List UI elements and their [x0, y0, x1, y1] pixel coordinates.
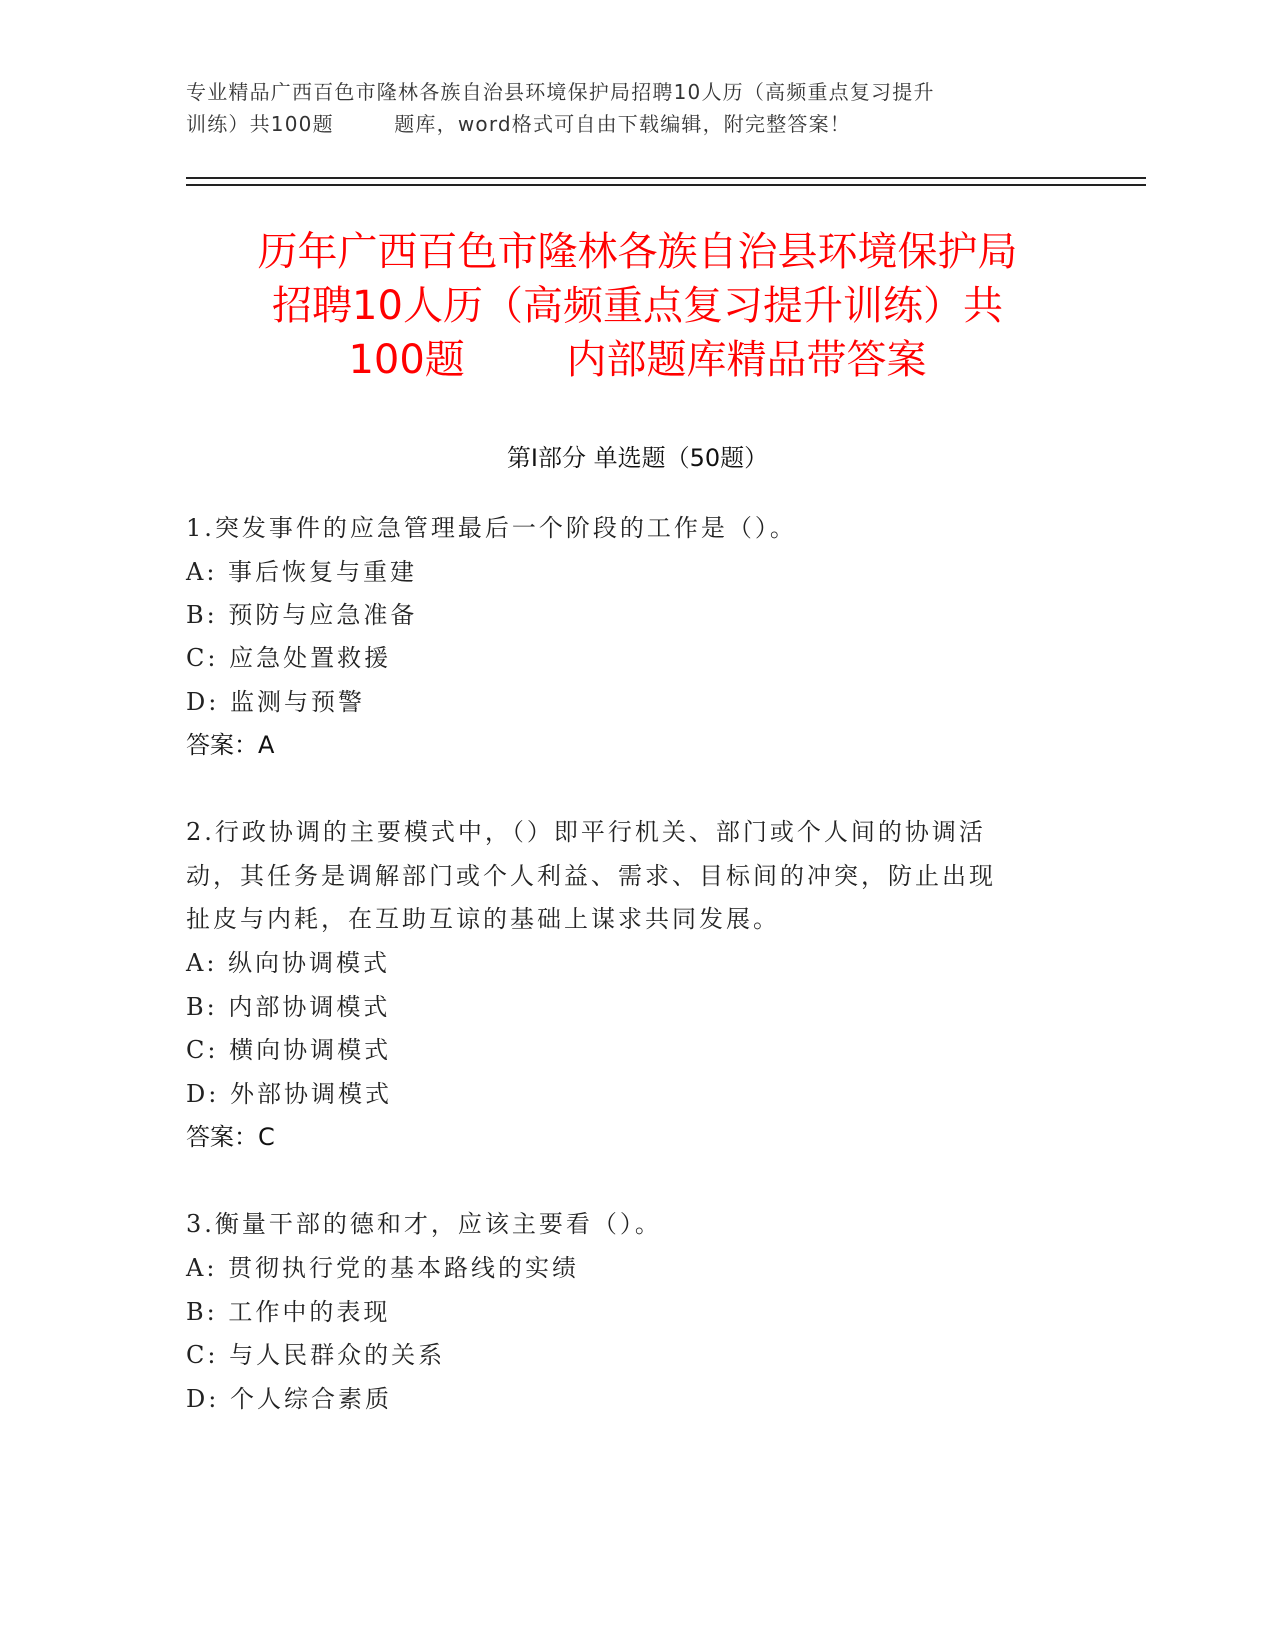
document-title-line-3: 100题 内部题库精品带答案	[348, 337, 927, 383]
question-1-option-a: A: 事后恢复与重建	[186, 558, 418, 586]
question-3-option-b: B: 工作中的表现	[186, 1298, 391, 1326]
header-divider-top	[186, 177, 1146, 179]
question-2-stem-line-1: 2.行政协调的主要模式中，（）即平行机关、部门或个人间的协调活	[186, 818, 986, 846]
question-2-option-d: D: 外部协调模式	[186, 1080, 392, 1108]
question-3-option-c: C: 与人民群众的关系	[186, 1341, 446, 1369]
section-title: 第Ⅰ部分 单选题（50题）	[506, 444, 769, 472]
question-1-stem: 1.突发事件的应急管理最后一个阶段的工作是（）。	[186, 514, 797, 542]
question-2-option-c: C: 横向协调模式	[186, 1036, 392, 1064]
question-1-option-c: C: 应急处置救援	[186, 644, 392, 672]
document-title-line-2: 招聘10人历（高频重点复习提升训练）共	[272, 283, 1003, 329]
question-2-stem-line-3: 扯皮与内耗，在互助互谅的基础上谋求共同发展。	[186, 905, 780, 933]
question-3-option-d: D: 个人综合素质	[186, 1385, 392, 1413]
question-2-stem-line-2: 动，其任务是调解部门或个人利益、需求、目标间的冲突，防止出现	[186, 862, 996, 890]
header-text-line-2: 训练）共100题 题库，word格式可自由下载编辑，附完整答案！	[186, 112, 851, 136]
question-2-option-b: B: 内部协调模式	[186, 993, 391, 1021]
document-title-line-1: 历年广西百色市隆林各族自治县环境保护局	[257, 229, 1018, 275]
question-2-option-a: A: 纵向协调模式	[186, 949, 391, 977]
question-1-answer: 答案：A	[186, 731, 275, 759]
question-1-option-d: D: 监测与预警	[186, 688, 365, 716]
question-1-option-b: B: 预防与应急准备	[186, 601, 418, 629]
header-text-line-1: 专业精品广西百色市隆林各族自治县环境保护局招聘10人历（高频重点复习提升	[186, 80, 935, 104]
header-divider-bottom	[186, 184, 1146, 186]
question-3-stem: 3.衡量干部的德和才，应该主要看（）。	[186, 1210, 662, 1238]
question-2-answer: 答案：C	[186, 1123, 275, 1151]
question-3-option-a: A: 贯彻执行党的基本路线的实绩	[186, 1254, 580, 1282]
